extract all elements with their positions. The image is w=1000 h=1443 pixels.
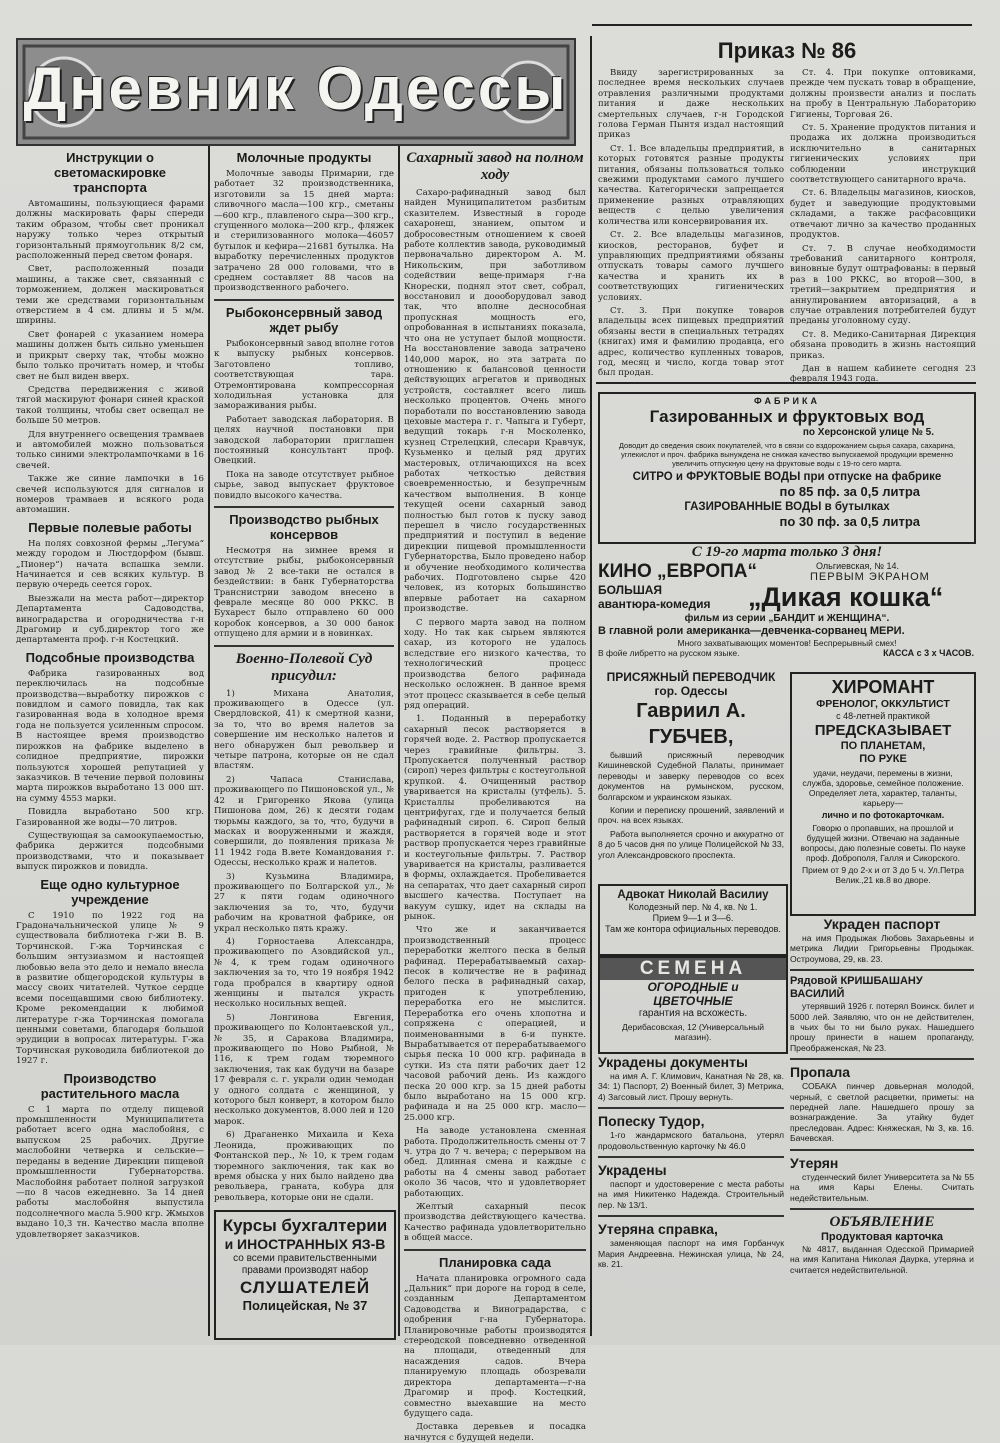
prikaz-title: Приказ № 86 [717, 38, 857, 63]
divider [598, 1156, 784, 1158]
translator-head: ПРИСЯЖНЫЙ ПЕРЕВОДЧИК [606, 670, 776, 684]
divider [790, 1149, 974, 1151]
paragraph: 2) Чапаса Станислава, проживающего по Пишоновской ул., № 42 и Григоренко Якова (улица Пишонова дом, 26) к десяти годам тюрьмы каждого, за то, что, будучи в масках и вооруженными и жаждя, совершили, до появления приказа № 11 1942 года В.вете Командования г. Одессы, несколько краж и налетов. [214, 774, 394, 869]
paragraph: Доставка деревьев и посадка начнутся с будущей недели. [404, 1422, 586, 1443]
paragraph: Ст. 4. При покупке оптовиками, прежде чем пускать товар в обращение, должны произвести анализ и послать на пробу в Центральную Лабораторию Гигиены, Торговая 26. [790, 68, 976, 120]
column-3 [404, 146, 586, 1443]
seeds-title: СЕМЕНА [600, 958, 786, 980]
factory-price-1: по 85 пф. за 0,5 литра [779, 484, 920, 499]
classified-title: Попеску Тудор, [598, 1113, 705, 1130]
classified-text: заменяющая паспорт на имя Горбанчук Мария Андреевна. Нежинская улица, № 24, кв. 21. [598, 1238, 784, 1270]
lawyer-hours: Прием 9—1 и 3—6. [652, 913, 734, 923]
palmist-experience: с 48-летней практикой [836, 711, 930, 721]
paragraph: 1. Поданный в переработку сахарный песок растворяется в горячей воде. 2. Раствор пропускается через гравийные фильтры. 3. Пропускается полученный раствор (сироп) через фильтры с костеугольной крупкой. 4. Очищенный раствор уваривается на кристалы (утфель). 5. Кристаллы пробеливаются на центрифугах, где и получается белый рафинадный сироп. 6. Сироп белый растворяется в горячей воде и этот раствор пропускается через гравийные и костеугольные фильтры. 7. Раствор уваривается на кристалы, разливается в формы, охлаждается. Пробеливается на сепаратах, что дает сахарный сироп высшего качества. Поступает на вакуум сушку, идет на склады на рынок. [404, 714, 586, 923]
courses-address: Полицейская, № 37 [242, 1298, 368, 1313]
paragraph: Желтый сахарный песок производства действующего качества. Качество рафинада удовлетворительно в общей массе. [404, 1202, 586, 1244]
paragraph: Свет фонарей с указанием номера машины должен быть сильно уменьшен и прикрыт сверху так, чтобы можно было только прочитать номер, и чтобы свет не был виден вверх. [16, 329, 204, 382]
classified-text: № 4817, выданная Одесской Примарией на имя Капитана Николая Даурка, утеряна и считается недействительной. [790, 1243, 974, 1275]
divider [598, 1215, 784, 1217]
headline: Рыбоконсервный завод ждет рыбу [225, 304, 383, 335]
lawyer-ad [598, 884, 788, 956]
classified-title: Рядовой КРИШБАШАНУ ВАСИЛИЙ [790, 975, 923, 1001]
prikaz-section [598, 36, 976, 385]
headline: Производство рыбных консервов [229, 511, 379, 542]
paragraph: 1) Михана Анатолия, проживающего в Одессе (ул. Свердловской, 41) к смертной казни, за то, что во время налетов за совершение им несколько налетов и него обнаружен был револьвер и четыре патрона, которые он не сдал властям. [214, 688, 394, 772]
classified-text: СОБАКА пинчер довьерная молодой, черный, с светлой расцветки, приметы: на передней лапе. Нашедшего прошу за вознаграждение. За утайку будет преследован. Адрес: Княжеская, № 3, кв. 16. Бачевская. [790, 1081, 974, 1144]
paragraph: Сахаро-рафинадный завод был найден Муниципалитетом разбитым сказителем. Известный в городе сахаронеш, знанием, опытом и добросовестным отношением к своей работе коллектив завода, руководимый первоначально директором А. М. Никольским, при заботливом содействии веще-примаря г-на Кнорески, поднял этот свет, собрал, восстановил и доооборудовал завод так, что вполне деснособная пропускная мощность его, опробованная в испытаниях показала, что она не уступает былой мощности. На восстановление завода затрачено 140,000 марок, но эта затрата по отношению к балансовой ценности действующих агрегатов и приводных устройств, составляет всего лишь несколько процентов. Очень много поработали по восстановлению завода цеховые мастера г. г. Чапыга и Губерт, ведущий токарь г-н Москоленко, кузнец Стрелецкий, слесари Кравчук, Кузьменко и целый ряд других мастеровых, отличающихся на всех работах четкостью действия своевременностью, и безупречным качеством выполнения. В конце текущей осени сахарный завод полностью был готов к пуску завод перешел в число государственных предприятий и поступил в ведение дирекции пищевой промышленности Губернаторства, Было проведено набор и обучение необходимого количества рабочих. Подготовлено сырье 420 человек, из которых большинство впервые работает на сахарном производстве. [404, 188, 586, 615]
paragraph: Что же и заканчивается производственный процесс переработки желтого песка в белый рафинад. Перерабатываемый сахар-песок в количестве не в рафинад белого песка в рафинадный сахар, пригоден к употреблению, переработка его не мыслится. Переработка его очень хлопотна и сопряжена с операцией, и поименованными в 6-и пункте. Вырабатывается от перерабатываемого сырья песка 10 000 кгр. рафинада в сутки. Из ста пяти рабочих дает 12 часовой рабочий день. Из каждого песка 20 000 кгр. за 15 дней работы было выработано на 15 000 кгр. рафинада и на 25 000 кгр. масло—25.000 кгр. [404, 925, 586, 1123]
lawyer-title: Адвокат Николай Василиу [617, 889, 769, 901]
paragraph: Ст. 5. Хранение продуктов питания и продажа их должна производиться исключительно в санитарных гигиенических условиях при соблюдении инструкций соответствующего санитарного врача. [790, 123, 976, 186]
translator-city: гор. Одессы [654, 684, 728, 698]
courses-text: со всеми правительственными правами производят набор [233, 1253, 377, 1276]
paragraph: Ст. 2. Все владельцы магазинов, киосков, ресторанов, буфет и управляющих предприятиями обязаны отпускать товары самого лучшего качества и хранить их в соответствующих гигиенических условиях. [598, 230, 784, 303]
palmist-photo: лично и по фотокарточкам. [821, 810, 945, 820]
paragraph: 5) Лонгинова Евгения, проживающего по Колонтаевской ул., № 35, и Саракова Владимира, проживающего по Ново Рыбной, № 116, к трем годам тюремного заключения, так как будучи на базаре 17 февраля с. г. украли один чемодан у одного солдата с женщиной, у которого был конверт, в котором было несколько документов, 8.000 лей и 120 марок. [214, 1012, 394, 1127]
divider [790, 1208, 974, 1210]
column-rule-3 [590, 36, 592, 1336]
cinema-extra: Много захватывающих моментов! Беспрерывный смех! [677, 638, 897, 648]
cinema-genre-2: авантюра-комедия [598, 597, 711, 611]
paragraph: 4) Горностаева Александра, проживающего по Азовдийской ул., №4, к трем годам одиночного заключения за то, что 19 ноября 1942 года пробрался в квартиру одной женщины и пытался украсть несколько носильных вещей. [214, 936, 394, 1010]
column-1 [16, 146, 204, 1336]
paragraph: Ввиду зарегистрированных за последнее время нескольких случаев отравления различными продуктами питания и даже нескольких смертельных случаев, г-н Городской голова Герман Пынтя издал настоящий приказ [598, 68, 784, 141]
headline: Планировка сада [439, 1254, 551, 1270]
paragraph: Повидла выработано 500 кгр. Газированной же воды—70 литров. [16, 807, 204, 828]
paragraph: С 1 марта по отделу пищевой промышленности Муниципалитета работает всего одна маслобойня, с выпуском 25 рабочих. Другие маслобойни четверка и сельские—переданы в ведение Дирекции пищевой промышленности Губернаторства. Маслобойня работает полной загрузкой—по 8 часов ежедневно. За 14 дней работы маслобойня выпустила подсолнечного масла 5.900 кгр. Жмыхов выдано 10,3 тн. Качество масла вполне удовлетворяет заказчиков. [16, 1104, 204, 1240]
paragraph: Начата планировка огромного сада „Дальник“ при дороге на город в селе, созданным Департаментом Садоводства и Виноградарства, с одобрения г-на Губернатора. Планировочные работы производятся стереодской повседневно отведенной на площади, отведенный для насаждения садов. Вчера планируемую площадь обозревали директора департамента—г-на Драгомир и проф. Костецкий, совместно выехавшие на место будущего сада. [404, 1273, 586, 1419]
palmist-by-hand: ПО РУКЕ [859, 753, 907, 765]
paragraph: Молочные заводы Примарии, где работает 32 производственника, изготовили за 15 дней марта: сливочного масла—100 кгр., сметаны—600 кгр., плавленого сыра—300 кгр., сгущенного молока—200 кгр., фляжек и стерилизованного молока—46057 бутылок и кефира—21681 бутылка. На выработку перечисленных продуктов затрачено 28 000 головами, что в среднем составляет 88 часов на производственного рабочего. [214, 169, 394, 294]
classifieds-left [598, 1054, 784, 1338]
factory-line-1: СИТРО и ФРУКТОВЫЕ ВОДЫ при отпуске на фабрике [632, 471, 942, 483]
classified-title: Утеряна справка, [598, 1221, 718, 1238]
classified-text: паспорт и удостоверение с места работы на имя Никитенко Надежда. Строительный пер. № 13/1. [598, 1179, 784, 1210]
courses-title: Курсы бухгалтерии [222, 1216, 388, 1235]
headline: Первые полевые работы [28, 519, 192, 535]
palmist-title: ХИРОМАНТ [831, 677, 935, 697]
cinema-role: В главной роли американка—девченка-сорванец МЕРИ. [598, 625, 905, 637]
factory-kicker: ФАБРИКА [754, 396, 820, 406]
paragraph: Несмотря на зимнее время и отсутствие рыбы, рыбоконсервный завод № 2 все-таки не остался в бездействии: в банк Губернаторства Транснистрии заводом внесено в феврале месяце 80 000 РККС. В Бухарест было отправлено 60 000 коробок консервов, а 30 000 банок отпущено для армии и в новинках. [214, 545, 394, 640]
cinema-top: С 19-го марта только 3 дня! [691, 544, 883, 560]
cinema-foyer: В фойе либретто на русском языке. [598, 648, 740, 658]
factory-address: по Херсонской улице № 5. [802, 427, 934, 438]
classified-subtitle: Продуктовая карточка [820, 1230, 943, 1243]
cinema-ad [598, 544, 976, 666]
factory-ad [598, 392, 976, 544]
headline: Молочные продукты [236, 150, 372, 165]
paragraph: С 1910 по 1922 год на Градоначальнической улице № 9 существовала библиотека г-жи В. В. Торчинской. Г-жа Торчинская с большим энтузиазмом и настоящей любовью вела это дело и немало внесла в развитие общегородской культуры в массу своих читателей. Чуткое сердце всеми посещавшими свою библиотеку. Кроме рекомендации к любимой литературе г-жа Торчинская помогала ценными советами, благодаря большой эрудиции в вопросах литературы. Г-жа Торчинская руководила библиотекой до 1927 г. [16, 910, 204, 1067]
factory-notice: Доводит до сведения своих покупателей, что в связи со вздорожанием сырья сахара, сахарина, углекислот и проч. фабрика вынуждена не снижая качество выпускаемой продукции временно увеличить отпускную цену на фруктовые воды с 19-го сего марта. [618, 441, 956, 468]
palmist-predicts: ПРЕДСКАЗЫВАЕТ [814, 722, 952, 739]
classified-title: Украдены документы [598, 1054, 748, 1070]
divider [214, 645, 394, 647]
paragraph: Фабрика газированных вод переключилась на подсобные производства—выработку пирожков с повидлом и самого повидла, так как газированная вода в холодное время года не пользуется усиленным спросом. В настоящее время производство пирожков на фабрике выделено в солидное предприятие, пирожки пользуются хорошей репутацией у заказчиков. В течение первой половины марта пирожков выработано 13 000 шт. на сумму 4553 марки. [16, 668, 204, 804]
cinema-series: фильм из серии „БАНДИТ и ЖЕНЩИНА“. [684, 613, 890, 624]
classified-text: на имя Продыжак Любовь Захарьевны и метрика Лидии Григорьевны Продыжак. Остроумова, 29, кв. 23. [790, 933, 974, 964]
classified-title: Украдены [598, 1162, 667, 1179]
paragraph: Выезжали на места работ—директор Департамента Садоводства, виноградарства и огородничества г-н Драгомир и суб.директор того же департамента проф. г-н Костецкий. [16, 593, 204, 646]
palmist-ad [790, 672, 976, 916]
column-rule-1 [208, 146, 210, 1336]
translator-body-2: Копии и переписку прошений, заявлений и проч. на всех языках. [598, 805, 784, 826]
paragraph: Существующая за самоокупаемостью, фабрика держится подсобными производствами, что и показывает выпуск пирожков и повидла. [16, 830, 204, 873]
translator-body-3: Работа выполняется срочно и аккуратно от 8 до 5 часов дня по улице Полицейской № 33, угол Александровского проспекта. [598, 828, 784, 860]
paragraph: Ст. 8. Медико-Санитарная Дирекция обязана проводить в жизнь настоящий приказ. [790, 329, 976, 361]
palmist-body-2: Говорю о пропавших, на прошлой и будущей жизни. Отвечаю на заданные вопросы, даю полезные советы. По науке проф. Доброполя, Галля и Сикорского. [800, 823, 966, 863]
seeds-ad [598, 956, 788, 1054]
paragraph: Работает заводская лаборатория. В целях научной постановки при заводской лаборатории приглашен постоянный консультант проф. Овецкий. [214, 414, 394, 467]
courses-students: СЛУШАТЕЛЕЙ [239, 1278, 371, 1297]
headline: Инструкции о светомаскировке транспорта [53, 150, 167, 195]
divider [404, 1249, 586, 1251]
paragraph: 6) Драганенко Михаила и Кеха Леонида, проживающих по Фонтанской пер., № 10, к трем годам тюремного заключения, так как во время обыска у них было найдено два револьвера, граната, кобура для револьвера, которые они не сдали. [214, 1130, 394, 1203]
divider [214, 506, 394, 508]
factory-line-2: ГАЗИРОВАННЫЕ ВОДЫ в бутылках [684, 501, 890, 513]
lawyer-address: Колодезный пер. № 4, кв. № 1. [628, 902, 758, 912]
headline: Сахарный завод на полном ходу [406, 150, 584, 183]
paragraph: На заводе установлена сменная работа. Продолжительность смены от 7 ч. утра до 7 ч. вечера; с перерывом на обед. Длинная смена и каждые с работы на 4 смены завод работает около 36 часов, что и удовлетворяет работающих. [404, 1126, 586, 1199]
prikaz-left [598, 68, 784, 382]
palmist-subtitle: ФРЕНОЛОГ, ОККУЛЬТИСТ [816, 698, 950, 710]
translator-body: бывший присяжный переводчик Кишиневской Судебной Палаты, принимает переводы и заверку переводов со всех документов на румынском, русском, болгарском и украинском языках. [598, 750, 784, 802]
factory-title: Газированных и фруктовых вод [649, 407, 925, 426]
prikaz-right [790, 68, 976, 388]
classified-text: на имя А. Г. Климович, Канатная № 28, кв. 34: 1) Паспорт, 2) Военный билет, 3) Метрика, 4) Загсовый лист. Прошу вернуть. [598, 1071, 784, 1102]
cinema-film-title: „Дикая кошка“ [748, 582, 944, 612]
paragraph: Рыбоконсервный завод вполне готов к выпуску рыбных консервов. Заготовлено топливо, соответствующая тара. Отремонтирована компрессорная холодильная установка для замораживания рыбы. [214, 338, 394, 412]
lawyer-note: Там же контора официальных переводов. [605, 924, 781, 934]
paragraph: Ст. 6. Владельцы магазинов, киосков, будет и заведующие продуктовыми складами, а также расфасовщики отвечают лично за качество проданных продуктов. [790, 188, 976, 241]
masthead-title: Дневник Одессы [23, 55, 569, 122]
translator-ad [598, 670, 784, 882]
paragraph: Ст. 1. Все владельцы предприятий, в которых готовятся разные продукты питания, обязаны пользоваться только свежими продуктами самого лучшего качества. Категорически запрещается применение разных отравляющих веществ с целью увеличения количества или консервирования их. [598, 143, 784, 227]
seeds-address: Дерибасовская, 12 (Универсальный магазин). [622, 1022, 764, 1042]
headline: Производство растительного масла [40, 1070, 180, 1101]
paragraph: Для внутреннего освещения трамваев и автомобилей можно пользоваться только синими электролампочками в 16 свечей. [16, 429, 204, 471]
divider [598, 1107, 784, 1109]
palmist-body: удачи, неудачи, перемены в жизни, служба, здоровье, семейное положение. Определяет лета, характер, таланты, карьеру— [802, 768, 964, 808]
cinema-kassa: КАССА с 3 х ЧАСОВ. [883, 648, 974, 658]
classifieds-right [790, 916, 974, 1338]
classified-text: студенческий билет Университета за № 55 на имя Кары Елены. Считать недействительным. [790, 1171, 974, 1203]
cinema-name: КИНО „ЕВРОПА“ [598, 561, 758, 582]
column-2 [214, 146, 394, 1206]
divider [214, 299, 394, 301]
paragraph: Ст. 7. В случае необходимости требований санитарного контроля, виновные будут оштрафованы: в первый раз в 100 РККС, во второй—300, в третий—закрытием предприятия и аннулированием авторизаций, а в случае отравления потребителей будут преданы уголовному суду. [790, 243, 976, 327]
masthead [16, 38, 576, 146]
courses-subtitle: и ИНОСТРАННЫХ ЯЗ-В [224, 1236, 386, 1252]
seeds-guarantee: гарантия на всхожесть. [638, 1008, 748, 1019]
classified-text: 1-го жандармского батальона, утерял продовольственную карточку № 46.0 [598, 1130, 784, 1151]
translator-name: Гавриил А. ГУБЧЕВ, [636, 700, 746, 748]
paragraph: Свет, расположенный позади машины, а также свет, связанный с торможением, должен маскироваться теми же средствами горизонтальным отверстием в 4 см. длины и 5 м/м. ширины. [16, 264, 204, 327]
paragraph: Ст. 3. При покупке товаров владельцы всех пищевых предприятий обязаны вести в специальных тетрадях (книгах) имя и фамилию продавца, его адрес, количество купленных товаров, год, месяц и число, когда товар этот был продан. [598, 305, 784, 379]
classified-title: Пропала [790, 1064, 851, 1081]
classified-title: ОБЪЯВЛЕНИЕ [829, 1213, 935, 1230]
column-rule-2 [398, 146, 400, 1336]
paragraph: Средства передвижения с живой тягой маскируют фонари синей краской такой толщины, чтобы свет освещал не больше 50 метров. [16, 384, 204, 427]
courses-ad [214, 1210, 396, 1340]
paragraph: Также же синие лампочки в 16 свечей используются для сигналов и номеров трамваев и всякого рода автомашин. [16, 474, 204, 516]
paragraph: 3) Кузьмина Владимира, проживающего по Болгарской ул., № 27 к пяти годам одиночного заключения за то, что, будучи рабочим на кроватной фабрике, он украл несколько пять кражу. [214, 871, 394, 934]
paragraph: На полях совхозной фермы „Легума“ между городом и Люстдорфом (бывш. „Пионер“) начата вспашка земли. Начинается и сев всяких культур. В первую очередь сеется горох. [16, 538, 204, 591]
cinema-genre-1: БОЛЬШАЯ [598, 583, 663, 597]
headline: Подсобные производства [25, 649, 195, 665]
headline: Военно-Полевой Суд присудил: [235, 650, 373, 684]
paragraph: Дан в нашем кабинете сегодня 23 февраля 1943 года. [790, 363, 976, 385]
divider [790, 1058, 974, 1060]
divider [790, 969, 974, 971]
paragraph: С первого марта завод на полном ходу. Но так как сырьем являются сахар, из которого не удалось вследствие его низкого качества, то технологический процесс производства белого рафинада несколько осложнен. В данное время этот процесс сказывается в себе целый ряд операций. [404, 617, 586, 711]
palmist-hours: Прием от 9 до 2-х и от 3 до 5 ч. Ул.Петра Велик.,21 кв.8 во дворе. [802, 865, 964, 885]
seeds-sub-2: ЦВЕТОЧНЫЕ [653, 994, 733, 1008]
seeds-sub-1: ОГОРОДНЫЕ и [647, 980, 739, 994]
cinema-first: ПЕРВЫМ ЭКРАНОМ [810, 571, 930, 583]
palmist-by-planets: ПО ПЛАНЕТАМ, [840, 740, 926, 752]
classified-title: Украден паспорт [823, 916, 941, 932]
classified-text: утерявший 1926 г. потерял Воинск. билет и 5000 лей. Заявляю, что он не действителен, в чьих бы то ни было руках. Нашедшего прошу принести в нашем пропаганду, Преображенская, № 23. [790, 1001, 974, 1053]
cinema-street: Ольгиевская, № 14. [816, 561, 900, 571]
classified-title: Утерян [790, 1154, 839, 1171]
paragraph: Автомашины, пользующиеся фарами должны маскировать фары спереди таким образом, чтобы свет проникал наружу только через открытый горизонтальный прямоугольник 8/2 см, расположенный перед светом фонаря. [16, 199, 204, 262]
headline: Еще одно культурное учреждение [40, 876, 180, 907]
top-rule [592, 24, 972, 26]
factory-price-2: по 30 пф. за 0,5 литра [779, 514, 920, 529]
paragraph: Пока на заводе отсутствует рыбное сырье, завод выпускает фруктовое повидло высокого качества. [214, 469, 394, 501]
